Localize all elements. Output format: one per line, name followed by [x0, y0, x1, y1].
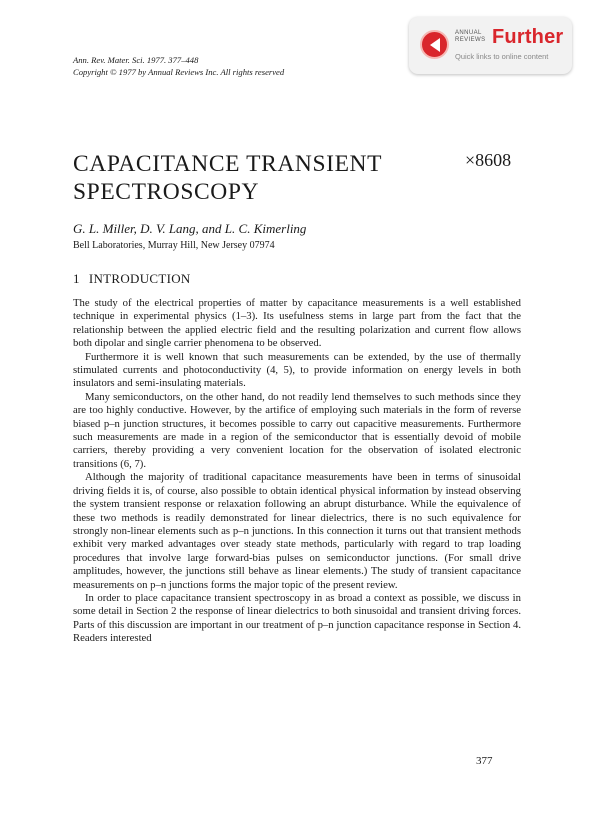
article-title: CAPACITANCE TRANSIENT SPECTROSCOPY — [73, 151, 383, 205]
body-text — [73, 297, 521, 646]
paragraph: The study of the electrical properties of matter by capacitance measurements is a well established technique in experimental physics (1–3). Its usefulness stems in large part from the fact that the relationship between the applied electric field and the resulting polarization and current flow allows both dipolar and single carrier phenomena to be observed. — [73, 297, 521, 350]
paragraph: Furthermore it is well known that such measurements can be extended, by the use of thermally stimulated currents and photoconductivity (4, 5), to provide information on energy levels in both insulators and semi-insulating materials. — [73, 350, 521, 390]
paragraph: Many semiconductors, on the other hand, do not readily lend themselves to such methods since they are too highly conductive. However, by the artifice of employing such materials in the form of reverse biased p–n junction structures, it becomes possible to carry out capacitive measurements. Furthermore such measurements are made in a region of the semiconductor that is essentially devoid of mobile carriers, thereby providing a very convenient location for the observation of isolated electronic transitions (6, 7). — [73, 390, 521, 470]
further-label: Further — [492, 26, 564, 48]
further-tagline: Quick links to online content — [455, 52, 549, 61]
authors: G. L. Miller, D. V. Lang, and L. C. Kimerling — [73, 221, 307, 236]
section-title: INTRODUCTION — [88, 271, 191, 286]
page-number: 377 — [476, 755, 493, 767]
paragraph: Although the majority of traditional capacitance measurements have been in terms of sinusoidal driving fields it is, of course, also possible to obtain identical physical information by instead observing the system transient response or relaxation following an abrupt disturbance. While the equivalence of these two methods is readily demonstrated for linear dielectrics, there is no such equivalence for strongly non-linear elements such as p–n junctions. In this connection it turns out that transient methods exhibit very marked advantages over steady state methods, particularly with regard to trap loading procedures that involve large forward-bias pulses on semiconductor junctions. (For small drive amplitudes, however, the junctions still behave as linear elements.) The study of transient capacitance measurements on p–n junctions forms the major topic of the present review. — [73, 471, 521, 591]
further-banner[interactable] — [409, 17, 572, 74]
article-code: ×8608 — [465, 150, 512, 170]
section-heading — [73, 271, 191, 287]
back-arrow-icon — [420, 30, 449, 59]
paragraph: In order to place capacitance transient spectroscopy in as broad a context as possible, we discuss in some detail in Section 2 the response of linear dielectrics to both sinusoidal and transient driving forces. Parts of this discussion are important in our treatment of p–n junction capacitance response in Section 4. Readers interested — [73, 591, 521, 645]
section-number: 1 — [73, 271, 80, 286]
copyright-line: Copyright © 1977 by Annual Reviews Inc. All rights reserved — [73, 66, 285, 77]
affiliation: Bell Laboratories, Murray Hill, New Jersey 07974 — [73, 240, 275, 251]
annual-reviews-label: ANNUAL REVIEWS — [455, 30, 486, 43]
journal-citation — [73, 55, 284, 78]
journal-line: Ann. Rev. Mater. Sci. 1977. 377–448 — [73, 55, 199, 65]
